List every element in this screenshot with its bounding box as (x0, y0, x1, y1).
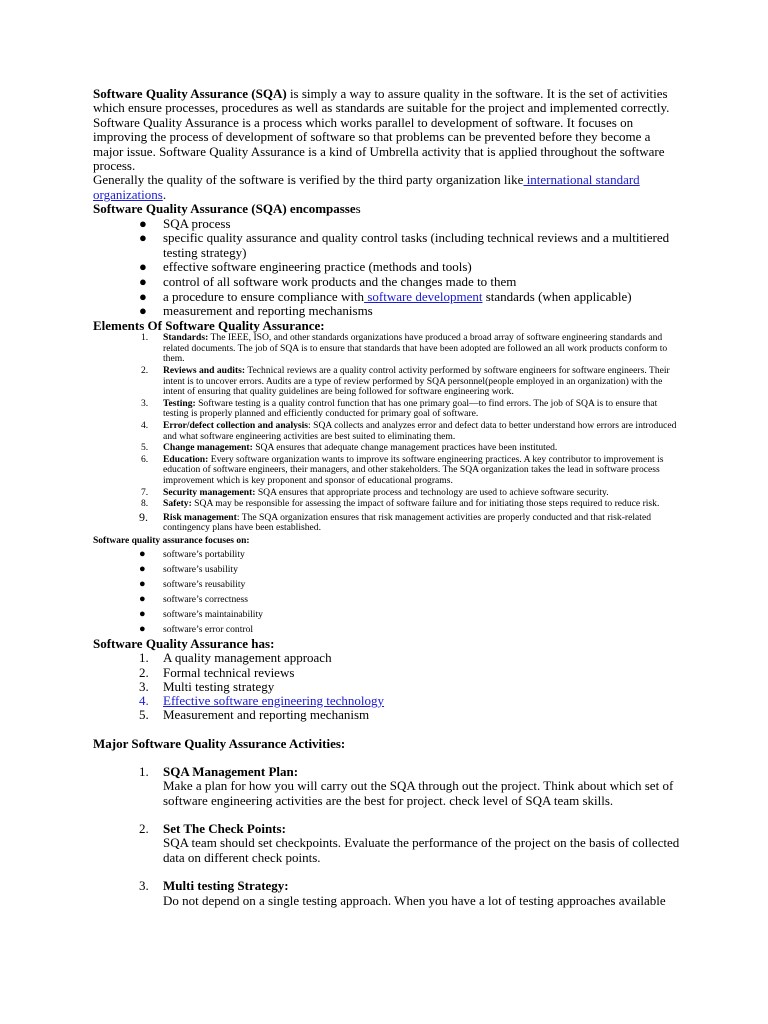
list-item: 5. Change management: SQA ensures that adequate change management practices have been instituted. (141, 442, 558, 454)
document-page (93, 87, 683, 922)
software-development-link[interactable]: software development (364, 288, 483, 304)
list-item: 5. Measurement and reporting mechanism (139, 707, 370, 723)
list-item: ● specific quality assurance and quality control tasks (including technical reviews and a multitiered testing strategy) (139, 230, 670, 260)
list-item: 3. Testing: Software testing is a quality control function that has one primary goal—to find errors. The job of SQA is to ensure that testing is properly planned and efficiently conducted for primary goal of software. (141, 397, 658, 420)
list-item: ● software’s usability (139, 562, 238, 575)
list-item: 2. Set The Check Points: SQA team should set checkpoints. Evaluate the performance of the project on the basis of collected data on different check points. (139, 820, 680, 865)
intro-paragraph-1: Software Quality Assurance (SQA) is simply a way to assure quality in the software. It is the set of activities which ensure processes, procedures as well as standards are suitable for the project and implemented correctly. (93, 86, 670, 116)
elements-list (93, 333, 683, 534)
intro-paragraph-2: Software Quality Assurance is a process which works parallel to development of software. It focuses on improving the process of development of software so that problems can be prevented before they become a major issue. Software Quality Assurance is a kind of Umbrella activity that is applied throughout the software process. (93, 114, 665, 174)
list-item: ● effective software engineering practice (methods and tools) (139, 259, 472, 275)
list-item: 2. Formal technical reviews (139, 664, 295, 680)
list-item: ● a procedure to ensure compliance with software development standards (when applicable) (139, 288, 632, 304)
encompasses-list (93, 217, 683, 319)
focuses-heading: Software quality assurance focuses on: (93, 535, 250, 546)
list-item: 1. A quality management approach (139, 650, 332, 666)
international-standard-organizations-link[interactable]: international standard organizations (93, 172, 640, 202)
list-item: 4. Error/defect collection and analysis: SQA collects and analyzes error and defect data to better understand how errors are introduced and what software engineering activities are best suited to eliminating them. (141, 419, 677, 442)
list-item: ● software’s maintainability (139, 607, 263, 620)
activities-heading: Major Software Quality Assurance Activities: (93, 736, 346, 752)
intro-paragraph-3: Generally the quality of the software is verified by the third party organization like international standard organizations. (93, 172, 640, 202)
list-item: ● measurement and reporting mechanisms (139, 303, 373, 319)
list-item: ● control of all software work products and the changes made to them (139, 274, 517, 290)
list-item: ● software’s portability (139, 547, 245, 560)
list-item: 9. Risk management: The SQA organization ensures that risk management activities are properly conducted and that risk-related contingency plans have been established. (139, 509, 652, 534)
list-item: 8. Safety: SQA may be responsible for assessing the impact of software failure and for initiating those steps required to reduce risk. (141, 498, 660, 510)
has-list (93, 651, 683, 722)
list-item: 4. Effective software engineering technology (139, 692, 385, 708)
focuses-list (93, 547, 683, 637)
list-item: 1. SQA Management Plan: Make a plan for how you will carry out the SQA through out the project. Think about which set of software engineering activities are the best for project. check level of SQA team skills. (139, 763, 674, 808)
has-heading: Software Quality Assurance has: (93, 635, 275, 651)
list-item: ● software’s correctness (139, 592, 248, 605)
sqa-term: Software Quality Assurance (SQA) (93, 86, 287, 101)
list-item: 6. Education: Every software organization wants to improve its software engineering practices. A key contributor to improvement is education of software engineers, their managers, and other stakeholders. The SQA organization takes the lead in software process improvement which is key proponent and sponsor of educational programs. (141, 453, 664, 486)
list-item: 1. Standards: The IEEE, ISO, and other standards organizations have produced a broad array of software engineering standards and related documents. The job of SQA is to ensure that standards that have been adopted are followed an all work products conform to them. (141, 332, 668, 365)
list-item: 3. Multi testing strategy (139, 678, 275, 694)
list-item: ● software’s error control (139, 622, 254, 635)
list-item: 3. Multi testing Strategy: Do not depend on a single testing approach. When you have a lot of testing approaches available (139, 878, 666, 908)
list-item: 7. Security management: SQA ensures that appropriate process and technology are used to achieve software security. (141, 486, 609, 498)
encompasses-heading: Software Quality Assurance (SQA) encompasses (93, 201, 361, 217)
list-item: ● SQA process (139, 215, 231, 231)
list-item: 2. Reviews and audits: Technical reviews are a quality control activity performed by software engineers for software engineers. Their intent is to uncover errors. Audits are a type of review performed by SQA personnel(people employed in an organization) with the intent of ensuring that quality guidelines are being followed for software engineering work. (141, 365, 670, 398)
list-item: ● software’s reusability (139, 577, 246, 590)
activities-list (93, 765, 683, 908)
elements-heading: Elements Of Software Quality Assurance: (93, 317, 325, 333)
effective-software-engineering-technology-link[interactable]: Effective software engineering technology (163, 692, 385, 708)
